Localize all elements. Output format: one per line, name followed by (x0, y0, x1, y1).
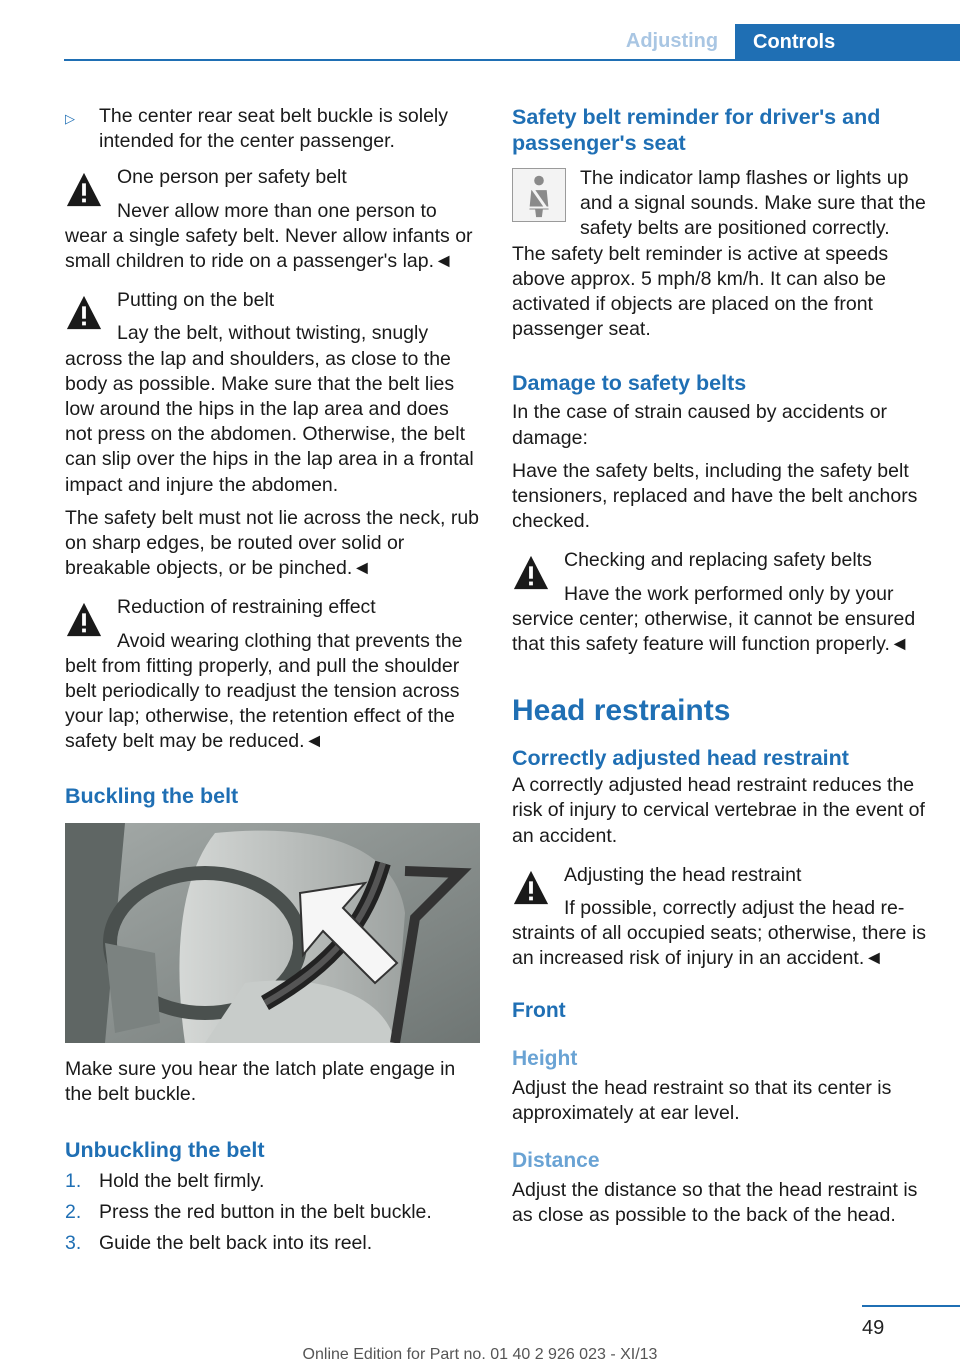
header-section-label: Adjusting (625, 30, 719, 52)
right-column (512, 104, 927, 1239)
bullet-item (65, 104, 480, 154)
warning-checking (512, 548, 927, 657)
warning-title: Adjusting the head restraint (564, 863, 802, 886)
buckling-text: Make sure you hear the latch plate engage in the belt buckle. (65, 1057, 456, 1105)
height-text: Adjust the head restraint so that its center is approximately at ear level. (512, 1076, 892, 1124)
unbuckling-steps (65, 1169, 480, 1257)
page-number: 49 (862, 1317, 885, 1339)
warning-triangle-icon (512, 869, 550, 907)
heading-head-restraints: Head restraints (512, 694, 731, 728)
heading-damage: Damage to safety belts (512, 371, 747, 396)
warning-title: Putting on the belt (117, 289, 275, 312)
step-number: 1. (65, 1170, 82, 1193)
warning-putting-on (65, 288, 480, 498)
triangle-bullet-icon: ▷ (65, 111, 75, 126)
list-item (65, 1231, 480, 1256)
warning-body: Have the work performed only by your service center; otherwise, it cannot be ensured that this safety feature will function properly.◄ (512, 582, 916, 656)
heading-buckling: Buckling the belt (65, 783, 239, 808)
reminder-text: The indicator lamp flashes or lights up and a signal sounds. Make sure that the safety belts are positioned correctly. The safety belt reminder is active at speeds above approx. 5 mph/8 km/h. It can also be activated if objects are placed on the front passenger seat. (512, 167, 926, 341)
heading-correct-restraint: Correctly adjusted head restraint (512, 746, 849, 771)
heading-reminder: Safety belt reminder for driver's and passenger's seat (512, 105, 881, 155)
list-item (65, 1169, 480, 1194)
warning-body: If possible, correctly adjust the head restraints of all occupied seats; otherwise, there is an increased risk of injury in an accident.◄ (512, 897, 927, 970)
damage-text: In the case of strain caused by accidents or damage: (512, 401, 888, 449)
warning-reduction (65, 595, 480, 754)
heading-height: Height (512, 1046, 578, 1070)
step-text: Press the red button in the belt buckle. (99, 1201, 432, 1224)
header-chapter-tab: Controls (735, 24, 960, 61)
distance-text: Adjust the distance so that the head restraint is as close as possible to the back of the head. (512, 1179, 918, 1227)
damage-instruction: Have the safety belts, including the safety belt tensioners, replaced and have the belt anchors checked. (512, 459, 918, 533)
warning-body-continued: The safety belt must not lie across the neck, rub on sharp edges, be routed over solid or breakable objects, or be pinched.◄ (65, 506, 480, 580)
buckle-photo (65, 823, 480, 1043)
heading-front: Front (512, 998, 566, 1022)
warning-triangle-icon (512, 554, 550, 592)
warning-triangle-icon (65, 601, 103, 639)
warning-body: Never allow more than one person to wear a single safety belt. Never allow infants or small children to ride on a passenger's lap.◄ (65, 199, 473, 273)
warning-triangle-icon (65, 171, 103, 209)
step-number: 3. (65, 1232, 82, 1255)
header-rule (64, 59, 960, 61)
warning-title: One person per safety belt (117, 166, 347, 189)
reminder-block (512, 166, 927, 342)
list-item (65, 1200, 480, 1225)
heading-unbuckling: Unbuckling the belt (65, 1138, 265, 1163)
left-column (65, 104, 480, 1263)
seatbelt-reminder-icon (512, 168, 566, 222)
warning-adjusting (512, 863, 927, 972)
warning-body: Lay the belt, without twisting, snugly across the lap and shoulders, as close to the body as possible. Make sure that the belt lies low around the hips in the lap area and does not press on the abdomen. Otherwise, the belt can slip over the hips in the lap area in a frontal impact and injure the abdomen. (65, 322, 474, 496)
correct-text: A correctly adjusted head restraint reduces the risk of injury to cervical vertebrae in the event of an accident. (512, 774, 925, 847)
warning-one-person (65, 165, 480, 274)
step-number: 2. (65, 1201, 82, 1224)
page-header (0, 0, 960, 62)
edition-note: Online Edition for Part no. 01 40 2 926 023 - XI/13 (302, 1346, 658, 1363)
warning-title: Checking and replacing safety belts (564, 549, 872, 572)
footer-rule (862, 1305, 960, 1307)
step-text: Guide the belt back into its reel. (99, 1232, 373, 1255)
warning-triangle-icon (65, 294, 103, 332)
warning-title: Reduction of restraining effect (117, 596, 376, 619)
warning-body: Avoid wearing clothing that prevents the belt from fitting properly, and pull the shoulder belt periodically to readjust the tension across your lap; otherwise, the retention effect of the safety belt may be reduced.◄ (65, 629, 463, 753)
bullet-text: The center rear seat belt buckle is solely intended for the center passenger. (99, 105, 449, 153)
step-text: Hold the belt firmly. (99, 1170, 265, 1193)
heading-distance: Distance (512, 1149, 600, 1173)
